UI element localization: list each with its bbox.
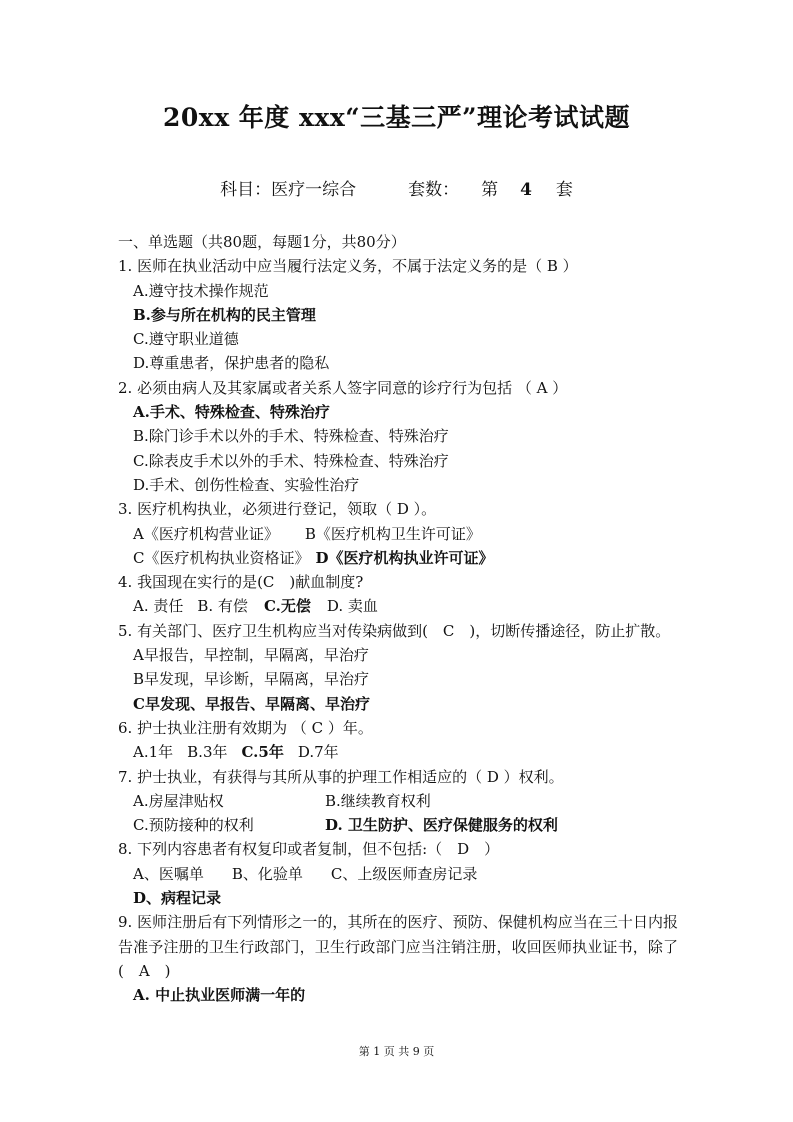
question-7-options-row-1 <box>118 789 678 813</box>
question-4-option-b: B. 有偿 <box>197 597 248 616</box>
question-8-option-c: C、上级医师查房记录 <box>330 864 478 883</box>
question-6-option-a: A.1年 <box>133 743 174 762</box>
question-8-option-a: A、医嘱单 <box>133 864 204 883</box>
question-3-option-c: C《医疗机构执业资格证》 <box>133 548 310 567</box>
section-heading: 一、单选题（共80题，每题1分，共80分） <box>118 233 406 251</box>
question-9-option-a: A. 中止执业医师满一年的 <box>133 986 306 1005</box>
sets-di: 第 <box>481 180 499 200</box>
question-8-option-d: D、病程记录 <box>133 889 222 908</box>
question-8-option-b: B、化验单 <box>231 864 303 883</box>
question-2-option-d: D.手术、创伤性检查、实验性治疗 <box>133 475 360 494</box>
question-4-option-a: A. 责任 <box>133 597 184 616</box>
question-6-option-d: D.7年 <box>297 743 339 762</box>
document-title: 20xx 年度 xxx“三基三严”理论考试试题 <box>163 103 630 132</box>
question-6-stem: 6. 护士执业注册有效期为 （ C ）年。 <box>118 718 373 737</box>
sets-number: 4 <box>520 180 532 200</box>
question-6-options <box>118 740 678 764</box>
question-9-stem: 9. 医师注册后有下列情形之一的，其所在的医疗、预防、保健机构应当在三十日内报告准予注册的卫生行政部门，卫生行政部门应当注销注册，收回医师执业证书，除了( A ) <box>118 913 678 980</box>
question-4-stem: 4. 我国现在实行的是(C )献血制度? <box>118 573 364 592</box>
question-5-option-a: A早报告，早控制，早隔离，早治疗 <box>133 646 369 665</box>
question-8-stem: 8. 下列内容患者有权复印或者复制，但不包括:（ D ） <box>118 840 500 859</box>
question-5-option-c: C早发现、早报告、早隔离、早治疗 <box>133 694 370 713</box>
question-3-option-a: A《医疗机构营业证》 <box>133 524 279 543</box>
question-2-option-c: C.除表皮手术以外的手术、特殊检查、特殊治疗 <box>133 451 449 470</box>
question-1-option-d: D.尊重患者，保护患者的隐私 <box>133 354 330 373</box>
question-5-stem: 5. 有关部门、医疗卫生机构应当对传染病做到( C )，切断传播途径，防止扩散。 <box>118 621 671 640</box>
question-3-option-d: D《医疗机构执业许可证》 <box>315 548 494 567</box>
question-7-options-row-2 <box>118 813 678 837</box>
question-1-stem: 1. 医师在执业活动中应当履行法定义务，不属于法定义务的是（ B ） <box>118 257 578 276</box>
question-7-option-b: B.继续教育权利 <box>325 791 431 810</box>
question-3-stem: 3. 医疗机构执业，必须进行登记，领取（ D ）。 <box>118 500 437 519</box>
question-5-option-b: B早发现，早诊断，早隔离，早治疗 <box>133 670 370 689</box>
subject-line <box>0 175 793 200</box>
question-8-options <box>118 862 678 886</box>
question-7-stem: 7. 护士执业，有获得与其所从事的护理工作相适应的（ D ）权利。 <box>118 767 564 786</box>
question-1-option-b: B.参与所在机构的民主管理 <box>133 305 316 324</box>
question-7-option-a: A.房屋津贴权 <box>133 791 224 810</box>
question-4-option-c: C.无偿 <box>263 597 311 616</box>
question-4-options <box>118 594 678 618</box>
question-7-option-d: D. 卫生防护、医疗保健服务的权利 <box>325 816 558 835</box>
sets-tao: 套 <box>555 180 573 200</box>
question-2-option-a: A.手术、特殊检查、特殊治疗 <box>133 403 330 422</box>
question-1-option-a: A.遵守技术操作规范 <box>133 281 269 300</box>
question-6-option-c: C.5年 <box>241 743 284 762</box>
question-4-option-d: D. 卖血 <box>326 597 378 616</box>
question-3-options-row-1 <box>118 522 678 546</box>
question-3-options-row-2 <box>118 546 678 570</box>
question-1-option-c: C.遵守职业道德 <box>133 330 239 349</box>
question-2-option-b: B.除门诊手术以外的手术、特殊检查、特殊治疗 <box>133 427 449 446</box>
sets-label: 套数： <box>408 180 460 200</box>
question-3-option-b: B《医疗机构卫生许可证》 <box>304 524 481 543</box>
question-6-option-b: B.3年 <box>187 743 228 762</box>
question-7-option-c: C.预防接种的权利 <box>133 816 254 835</box>
question-2-stem: 2. 必须由病人及其家属或者关系人签字同意的诊疗行为包括 （ A ） <box>118 378 568 397</box>
subject-label: 科目：医疗一综合 <box>220 180 357 200</box>
page-footer: 第 1 页 共 9 页 <box>358 1045 435 1058</box>
question-list <box>118 230 678 1008</box>
